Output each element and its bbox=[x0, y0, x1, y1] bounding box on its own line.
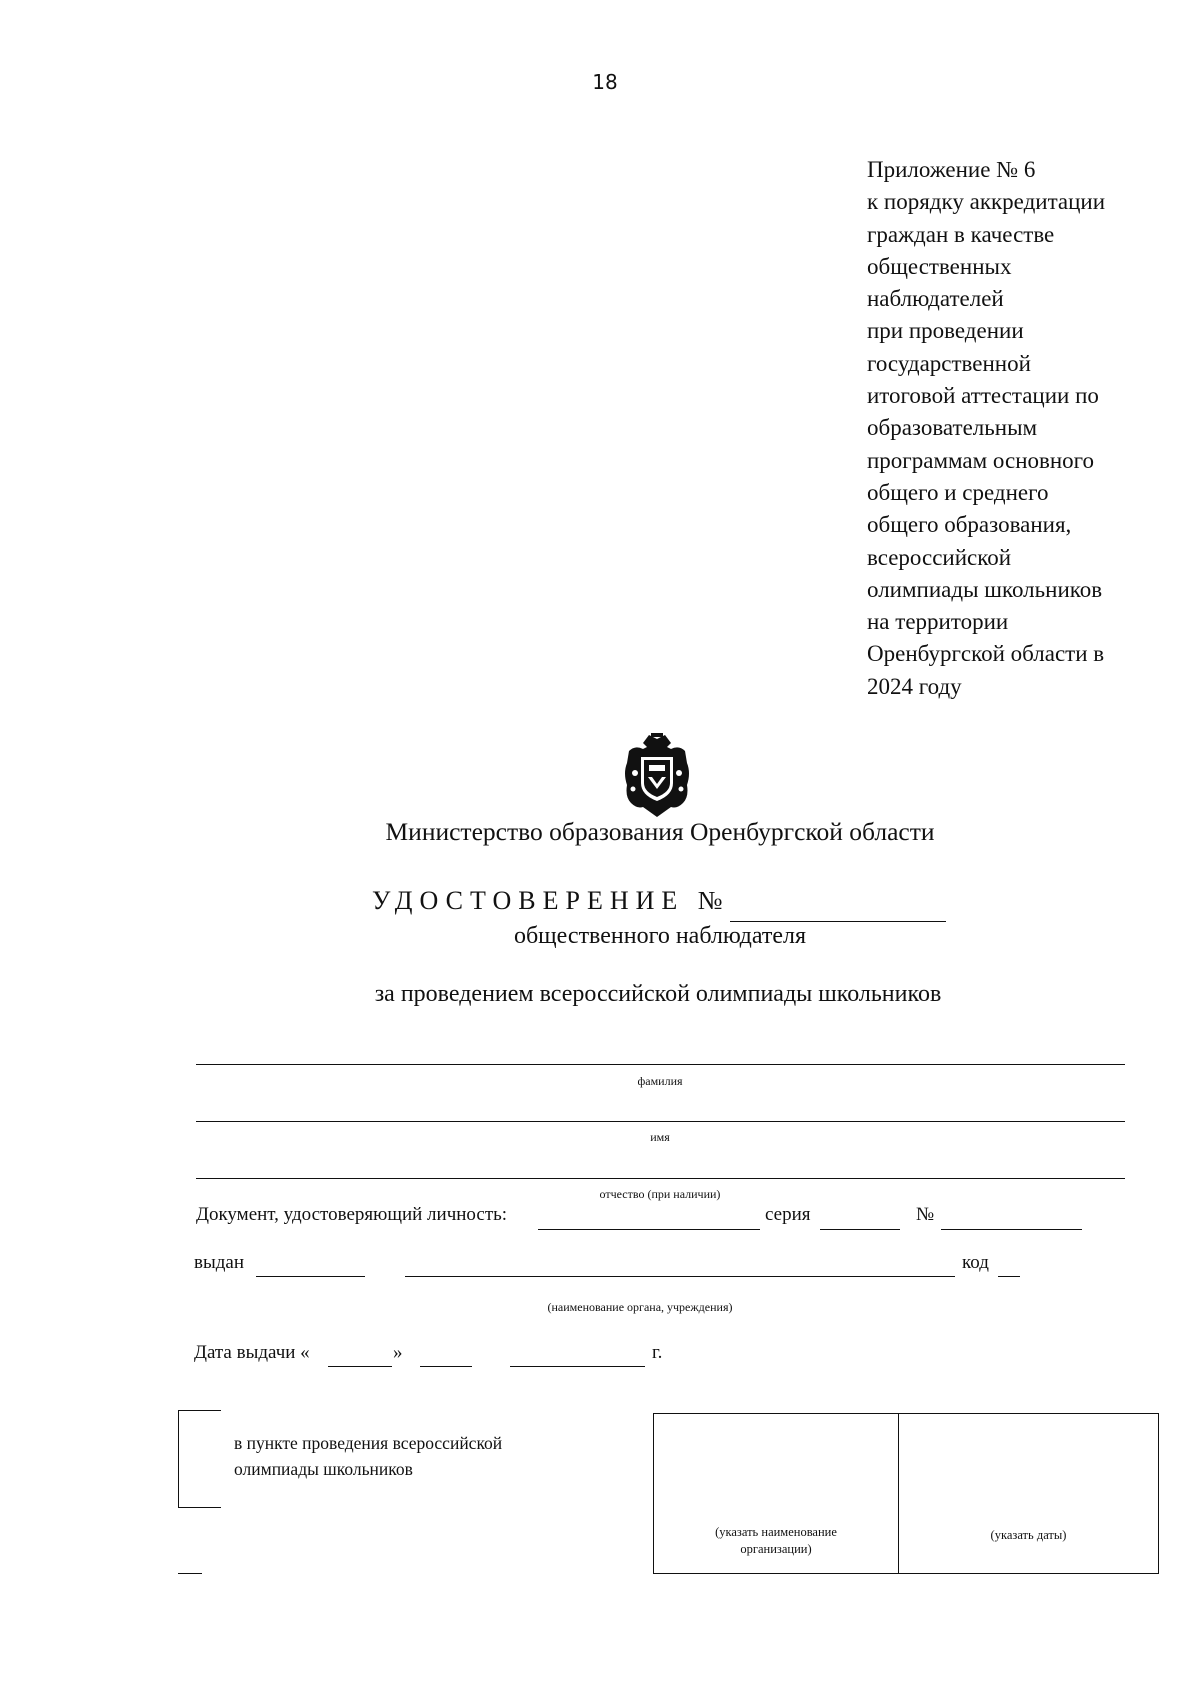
appendix-line: общего образования, bbox=[867, 512, 1072, 538]
patronymic-field[interactable] bbox=[196, 1178, 1125, 1179]
certificate-number-field[interactable] bbox=[730, 921, 946, 922]
document-type-field[interactable] bbox=[538, 1229, 760, 1230]
appendix-line: на территории bbox=[867, 609, 1009, 635]
location-text-line: олимпиады школьников bbox=[234, 1459, 413, 1479]
location-text-line: в пункте проведения всероссийской bbox=[234, 1433, 503, 1453]
appendix-line: общественных bbox=[867, 253, 1012, 279]
dates-cell[interactable] bbox=[899, 1527, 1158, 1544]
page-number: 18 bbox=[592, 70, 618, 94]
location-table bbox=[653, 1413, 1159, 1574]
certificate-title bbox=[372, 886, 723, 916]
year-suffix: г. bbox=[652, 1342, 663, 1363]
ministry-title: Министерство образования Оренбургской области bbox=[385, 817, 935, 846]
certificate-purpose: за проведением всероссийской олимпиады школьников bbox=[374, 981, 942, 1007]
appendix-line: Приложение № 6 bbox=[867, 157, 1036, 182]
document-number-field[interactable] bbox=[941, 1229, 1082, 1230]
certificate-subtitle: общественного наблюдателя bbox=[513, 923, 807, 949]
location-checkbox[interactable] bbox=[178, 1410, 221, 1508]
appendix-line: наблюдателей bbox=[867, 286, 1004, 312]
code-label: код bbox=[962, 1252, 989, 1273]
appendix-line: граждан в качестве bbox=[867, 221, 1055, 247]
document-number-label: № bbox=[916, 1204, 935, 1225]
table-divider bbox=[898, 1414, 899, 1573]
issue-date-label: Дата выдачи « bbox=[194, 1342, 310, 1363]
appendix-line: к порядку аккредитации bbox=[867, 189, 1106, 215]
appendix-block bbox=[867, 154, 1167, 703]
bottom-left-mark bbox=[178, 1573, 202, 1574]
issued-by-field[interactable] bbox=[405, 1276, 955, 1277]
certificate-number-sign: № bbox=[697, 886, 723, 915]
appendix-line: Оренбургской области в bbox=[867, 641, 1105, 667]
document-label: Документ, удостоверяющий личность: bbox=[196, 1204, 508, 1225]
code-field[interactable] bbox=[998, 1276, 1020, 1277]
appendix-line: олимпиады школьников bbox=[867, 576, 1103, 602]
dates-caption: (указать даты) bbox=[990, 1528, 1067, 1542]
issued-by-field-start[interactable] bbox=[256, 1276, 365, 1277]
series-label: серия bbox=[765, 1204, 811, 1225]
appendix-line: при проведении bbox=[867, 318, 1024, 344]
location-text bbox=[234, 1430, 502, 1482]
appendix-line: общего и среднего bbox=[867, 479, 1049, 505]
name-field[interactable] bbox=[196, 1121, 1125, 1122]
appendix-line: образовательным bbox=[867, 415, 1038, 441]
issuer-caption: (наименование органа, учреждения) bbox=[547, 1300, 733, 1314]
coat-of-arms-emblem bbox=[621, 733, 693, 817]
surname-caption: фамилия bbox=[637, 1074, 683, 1088]
appendix-line: всероссийской bbox=[867, 544, 1012, 570]
series-field[interactable] bbox=[820, 1229, 900, 1230]
appendix-line: итоговой аттестации по bbox=[867, 383, 1099, 409]
issue-day-field[interactable] bbox=[328, 1366, 392, 1367]
issued-label: выдан bbox=[194, 1252, 245, 1273]
organization-cell[interactable] bbox=[654, 1524, 898, 1558]
issue-date-close-quote: » bbox=[393, 1342, 403, 1363]
patronymic-caption: отчество (при наличии) bbox=[599, 1187, 721, 1201]
name-caption: имя bbox=[650, 1130, 670, 1144]
appendix-line: программам основного bbox=[867, 447, 1095, 473]
organization-caption-line: (указать наименование bbox=[715, 1525, 837, 1539]
organization-caption-line: организации) bbox=[740, 1542, 812, 1556]
issue-month-field[interactable] bbox=[420, 1366, 472, 1367]
certificate-title-text: УДОСТОВЕРЕНИЕ bbox=[372, 886, 685, 915]
appendix-line: государственной bbox=[867, 350, 1031, 376]
issue-year-field[interactable] bbox=[510, 1366, 645, 1367]
surname-field[interactable] bbox=[196, 1064, 1125, 1065]
appendix-line: 2024 году bbox=[867, 673, 962, 699]
